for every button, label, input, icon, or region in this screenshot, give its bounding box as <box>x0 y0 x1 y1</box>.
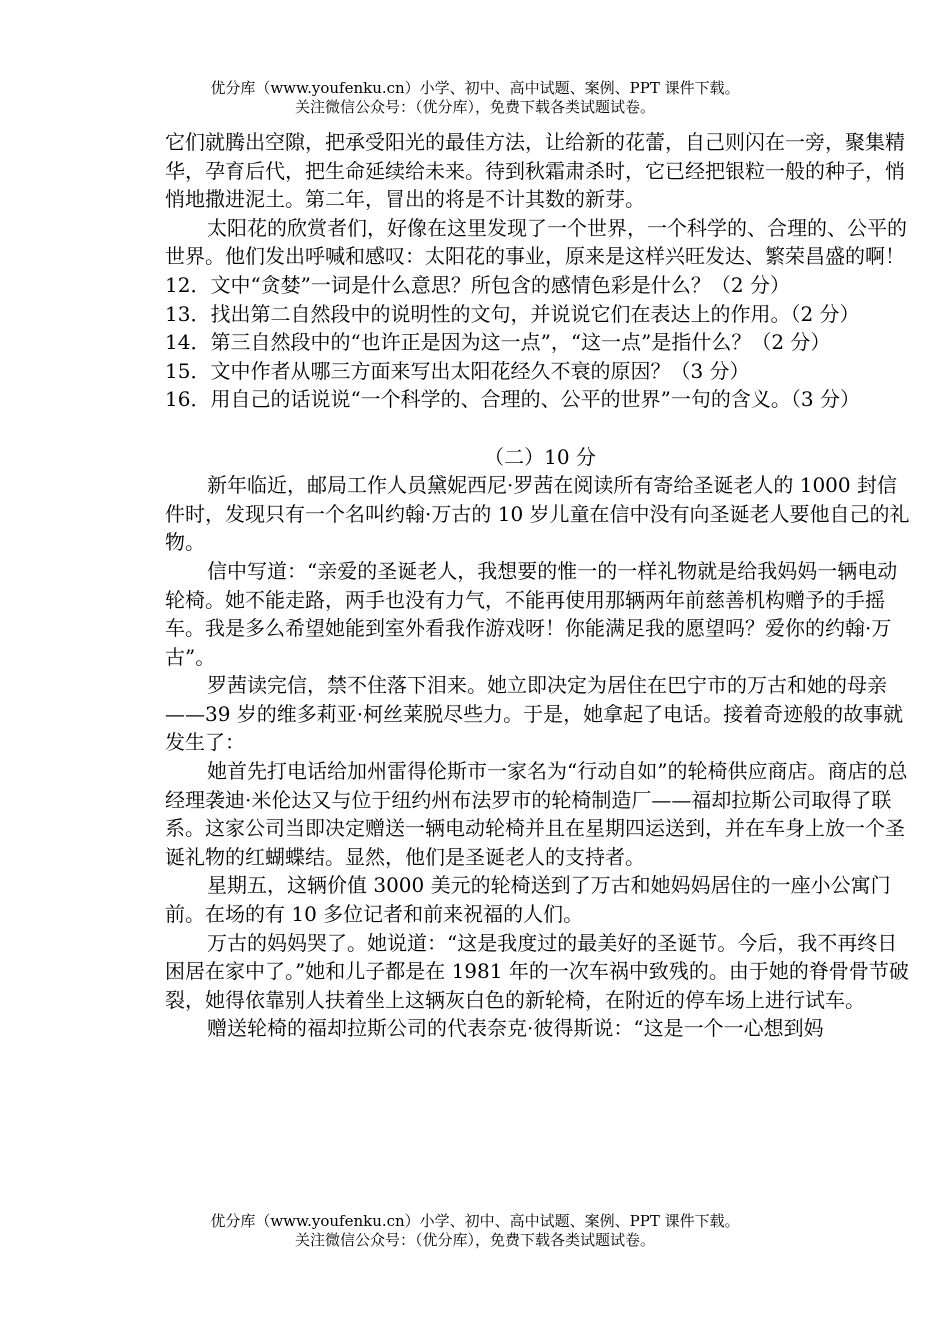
footer-line-1: 优分库（www.youfenku.cn）小学、初中、高中试题、案例、PPT 课件下载。 <box>210 1212 740 1230</box>
passage-paragraph: 太阳花的欣赏者们，好像在这里发现了一个世界，一个科学的、合理的、公平的世界。他们发出呼喊和感叹：太阳花的事业，原来是这样兴旺发达、繁荣昌盛的啊！ <box>165 215 907 269</box>
page-footer <box>0 1212 950 1250</box>
question-12: 12．文中“贪婪”一词是什么意思？所包含的感情色彩是什么？（2 分） <box>165 272 790 297</box>
story-paragraph: 她首先打电话给加州雷得伦斯市一家名为“行动自如”的轮椅供应商店。商店的总经理袭迪·米伦达又与位于纽约州布法罗市的轮椅制造厂——福却拉斯公司取得了联系。这家公司当即决定赠送一辆电动轮椅并且在星期四运送到，并在车身上放一个圣诞礼物的红蝴蝶结。显然，他们是圣诞老人的支持者。 <box>165 759 908 869</box>
section-title: （二）10 分 <box>484 444 596 469</box>
story-paragraph: 新年临近，邮局工作人员黛妮西尼·罗茜在阅读所有寄给圣诞老人的 1000 封信件时，发现只有一个名叫约翰·万古的 10 岁儿童在信中没有向圣诞老人要他自己的礼物。 <box>165 473 910 555</box>
header-line-2: 关注微信公众号：（优分库），免费下载各类试题试卷。 <box>294 98 655 116</box>
story-paragraph: 赠送轮椅的福却拉斯公司的代表奈克·彼得斯说：“这是一个一心想到妈 <box>207 1016 824 1041</box>
document-body <box>165 128 915 1043</box>
story-paragraph: 星期五，这辆价值 3000 美元的轮椅送到了万古和她妈妈居住的一座小公寓门前。在场的有 10 多位记者和前来祝福的人们。 <box>165 873 891 927</box>
footer-line-2: 关注微信公众号：（优分库），免费下载各类试题试卷。 <box>294 1231 655 1249</box>
header-line-1: 优分库（www.youfenku.cn）小学、初中、高中试题、案例、PPT 课件下载。 <box>210 79 740 97</box>
story-paragraph: 罗茜读完信，禁不住落下泪来。她立即决定为居住在巴宁市的万古和她的母亲——39 岁的维多莉亚·柯丝莱脱尽些力。于是，她拿起了电话。接着奇迹般的故事就发生了： <box>165 673 904 755</box>
question-15: 15．文中作者从哪三方面来写出太阳花经久不衰的原因？（3 分） <box>165 358 750 383</box>
question-13: 13．找出第二自然段中的说明性的文句，并说说它们在表达上的作用。（2 分） <box>165 301 860 326</box>
question-14: 14．第三自然段中的“也许正是因为这一点”，“这一点”是指什么？（2 分） <box>165 330 831 355</box>
question-16: 16．用自己的话说说“一个科学的、合理的、公平的世界”一句的含义。（3 分） <box>165 387 860 412</box>
passage-paragraph: 它们就腾出空隙，把承受阳光的最佳方法，让给新的花蕾，自己则闪在一旁，聚集精华，孕育后代，把生命延续给未来。待到秋霜肃杀时，它已经把银粒一般的种子，悄悄地撒进泥土。第二年，冒出的将是不计其数的新芽。 <box>165 130 905 212</box>
story-paragraph: 信中写道：“亲爱的圣诞老人，我想要的惟一的一样礼物就是给我妈妈一辆电动轮椅。她不能走路，两手也没有力气，不能再使用那辆两年前慈善机构赠予的手摇车。我是多么希望她能到室外看我作游戏呀！你能满足我的愿望吗？爱你的约翰·万古”。 <box>165 558 898 669</box>
story-paragraph: 万古的妈妈哭了。她说道：“这是我度过的最美好的圣诞节。今后，我不再终日困居在家中了。”她和儿子都是在 1981 年的一次车祸中致残的。由于她的脊骨骨节破裂，她得依靠别人扶着坐上这辆灰白色的新轮椅，在附近的停车场上进行试车。 <box>165 930 909 1012</box>
page-header <box>0 79 950 117</box>
